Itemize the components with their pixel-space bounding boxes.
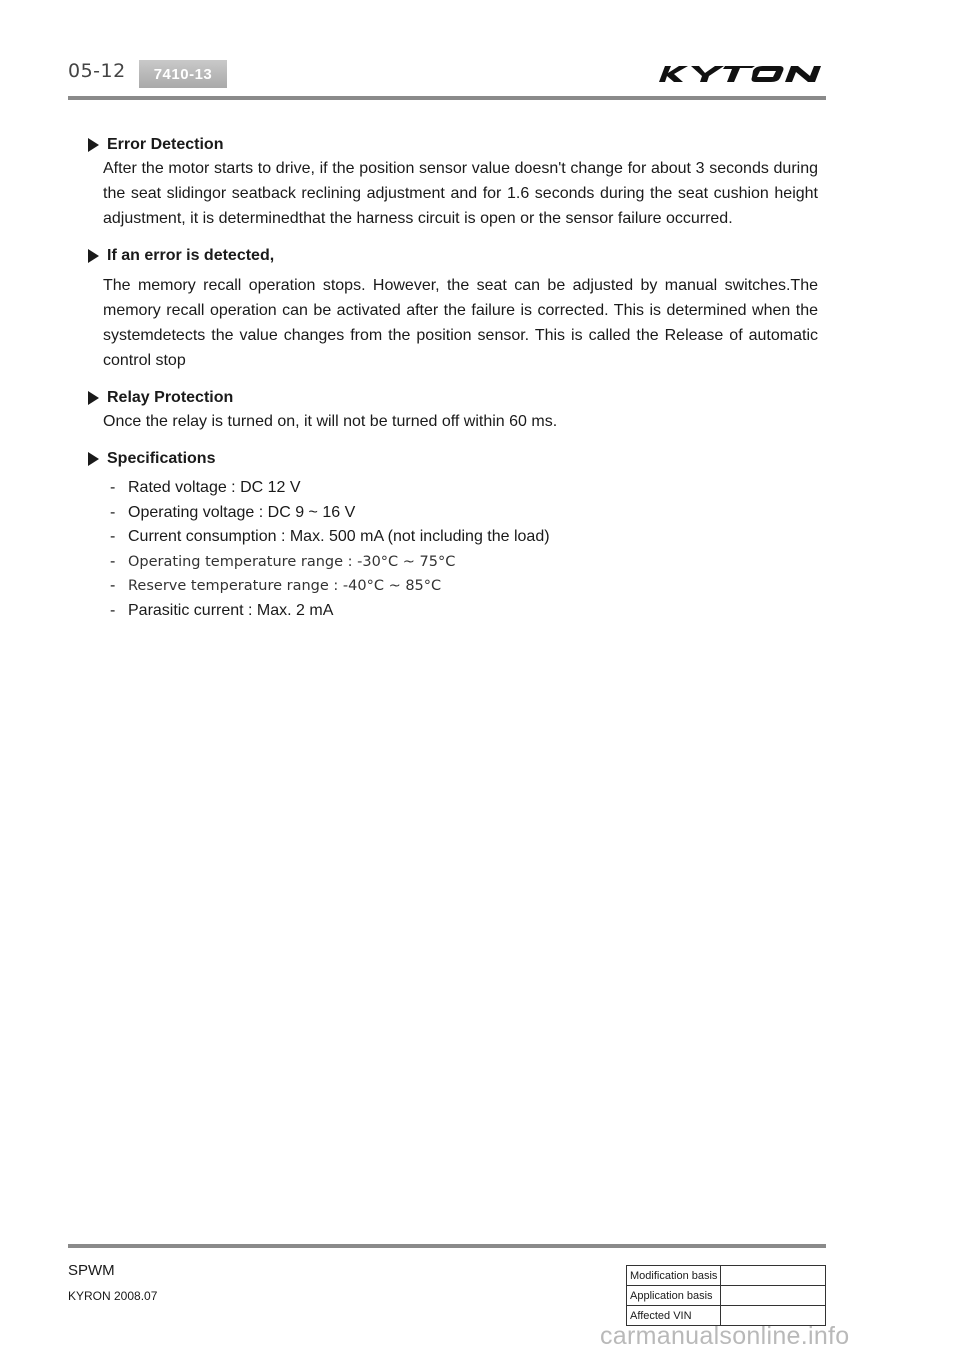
kyron-logo [655, 62, 827, 86]
section-heading [88, 387, 818, 409]
list-item: - Reserve temperature range : -40°C ~ 85°C [110, 574, 818, 599]
table-cell-label: Affected VIN [627, 1306, 721, 1326]
triangle-right-icon [88, 249, 99, 263]
document-body [88, 134, 818, 637]
list-item: - Operating voltage : DC 9 ~ 16 V [110, 501, 818, 526]
section-relay-protection [88, 387, 818, 434]
spec-text: Operating temperature range : -30°C ~ 75°C [128, 553, 456, 570]
spec-text: Current consumption : Max. 500 mA (not including the load) [128, 528, 550, 545]
section-heading [88, 134, 818, 156]
paragraph: After the motor starts to drive, if the position sensor value doesn't change for about 3 seconds during the seat slidingor seatback reclining adjustment and for 1.6 seconds during the seat cushion height adjustment, it is determinedthat the harness circuit is open or the sensor failure occurred. [103, 160, 818, 227]
triangle-right-icon [88, 452, 99, 466]
section-error-detection [88, 134, 818, 231]
spec-text: Operating voltage : DC 9 ~ 16 V [128, 503, 356, 521]
spec-text: Parasitic current : Max. 2 mA [128, 601, 334, 619]
heading-text: Error Detection [107, 136, 224, 153]
triangle-right-icon [88, 138, 99, 152]
footer-title: SPWM [68, 1262, 115, 1279]
paragraph: The memory recall operation stops. However, the seat can be adjusted by manual switches.The memory recall operation can be activated after the failure is corrected. This is determined when the systemdetects the value changes from the position sensor. This is called the Release of automatic control stop [103, 277, 818, 369]
triangle-right-icon [88, 391, 99, 405]
section-specifications [88, 448, 818, 623]
list-item: - Parasitic current : Max. 2 mA [110, 599, 818, 624]
list-item: - Rated voltage : DC 12 V [110, 476, 818, 501]
section-if-error [88, 245, 818, 373]
heading-text: Relay Protection [107, 389, 234, 406]
table-row [627, 1286, 826, 1306]
table-cell-label: Application basis [627, 1286, 721, 1306]
header-divider [68, 96, 826, 100]
paragraph: Once the relay is turned on, it will not be turned off within 60 ms. [103, 413, 558, 430]
page-number: 05-12 [68, 60, 126, 82]
spec-text: Rated voltage : DC 12 V [128, 479, 301, 496]
section-heading [88, 245, 818, 267]
list-item: - Current consumption : Max. 500 mA (not including the load) [110, 525, 818, 550]
section-code-badge: 7410-13 [139, 60, 227, 88]
list-item: - Operating temperature range : -30°C ~ 75°C [110, 550, 818, 575]
table-cell-value [721, 1286, 826, 1306]
table-row [627, 1266, 826, 1286]
watermark: carmanualsonline.info [600, 1322, 850, 1350]
spec-list [88, 476, 818, 623]
heading-text: If an error is detected, [107, 247, 275, 264]
table-cell-value [721, 1266, 826, 1286]
spec-text: Reserve temperature range : -40°C ~ 85°C [128, 578, 442, 594]
revision-table [626, 1265, 826, 1326]
table-cell-label: Modification basis [627, 1266, 721, 1286]
footer-divider [68, 1244, 826, 1248]
section-heading [88, 448, 818, 470]
footer-subtitle: KYRON 2008.07 [68, 1289, 158, 1303]
heading-text: Specifications [107, 450, 216, 467]
